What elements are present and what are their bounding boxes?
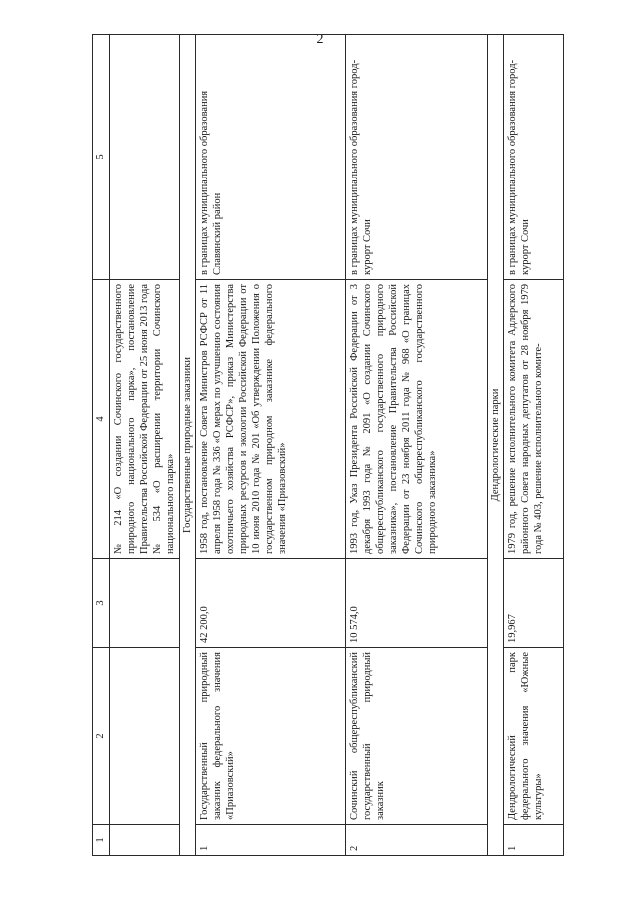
protected-areas-table: [92, 34, 564, 856]
header-col-4: 4: [93, 280, 110, 559]
table-row: [196, 35, 346, 856]
page-number: 2: [316, 32, 324, 47]
section-title: Дендрологические парки: [488, 35, 504, 856]
table-row: [504, 35, 564, 856]
section-title-row: [488, 35, 504, 856]
table-row: [346, 35, 488, 856]
section-title-row: [180, 35, 196, 856]
rotated-table-container: [92, 59, 544, 856]
row-area: 42 200,0: [196, 559, 346, 648]
header-col-2: 2: [93, 648, 110, 825]
row-document: 1958 год, постановление Совета Министров РСФСР от 11 апреля 1958 года № 336 «О мерах по улучшению состояния охотничьего хозяйства РСФСР», приказ Министерства природных ресурсов и экологии Российской Федерации от 10 июня 2010 года № 201 «Об утверждении Положения о государственном природном заказнике федерального значения «Приазовский»: [196, 280, 346, 559]
header-col-3: 3: [93, 559, 110, 648]
row-name: Государственный природный заказник федерального значения «Приазовский»: [196, 648, 346, 825]
row-number: 2: [346, 825, 488, 856]
row-document: 1979 год, решение исполнительного комитета Адлерского районного Совета народных депутатов от 28 ноября 1979 года № 403, решение исполнительного комите-: [504, 280, 564, 559]
row-number: 1: [196, 825, 346, 856]
row-location: в границах муниципального образования город-курорт Сочи: [504, 35, 564, 280]
row-name: Дендрологический парк федерального значения «Южные культуры»: [504, 648, 564, 825]
cont-doc-cell: № 214 «О создании Сочинского государственного природного национального парка», постановление Правительства Российской Федерации от 25 июня 2013 года № 534 «О расширении территории Сочинского национального парка»: [110, 280, 180, 559]
cont-area-cell: [110, 559, 180, 648]
section-title: Государственные природные заказники: [180, 35, 196, 856]
row-document: 1993 год, Указ Президента Российской Федерации от 3 декабря 1993 года № 2091 «О создании Сочинского общереспубликанского государственного природного заказника», постановление Правительства Российской Федерации от 23 ноября 2011 года № 968 «О границах Сочинского общереспубликанского государственного природного заказника»: [346, 280, 488, 559]
row-name: Сочинский общереспубликанский государственный природный заказник: [346, 648, 488, 825]
header-col-5: 5: [93, 35, 110, 280]
table-header-row: [93, 35, 110, 856]
row-area: 19,967: [504, 559, 564, 648]
cont-num-cell: [110, 825, 180, 856]
row-location: в границах муниципального образования город-курорт Сочи: [346, 35, 488, 280]
header-col-1: 1: [93, 825, 110, 856]
cont-location-cell: [110, 35, 180, 280]
row-area: 10 574,0: [346, 559, 488, 648]
continuation-row: [110, 35, 180, 856]
row-number: 1: [504, 825, 564, 856]
cont-name-cell: [110, 648, 180, 825]
row-location: в границах муниципального образования Славянский район: [196, 35, 346, 280]
